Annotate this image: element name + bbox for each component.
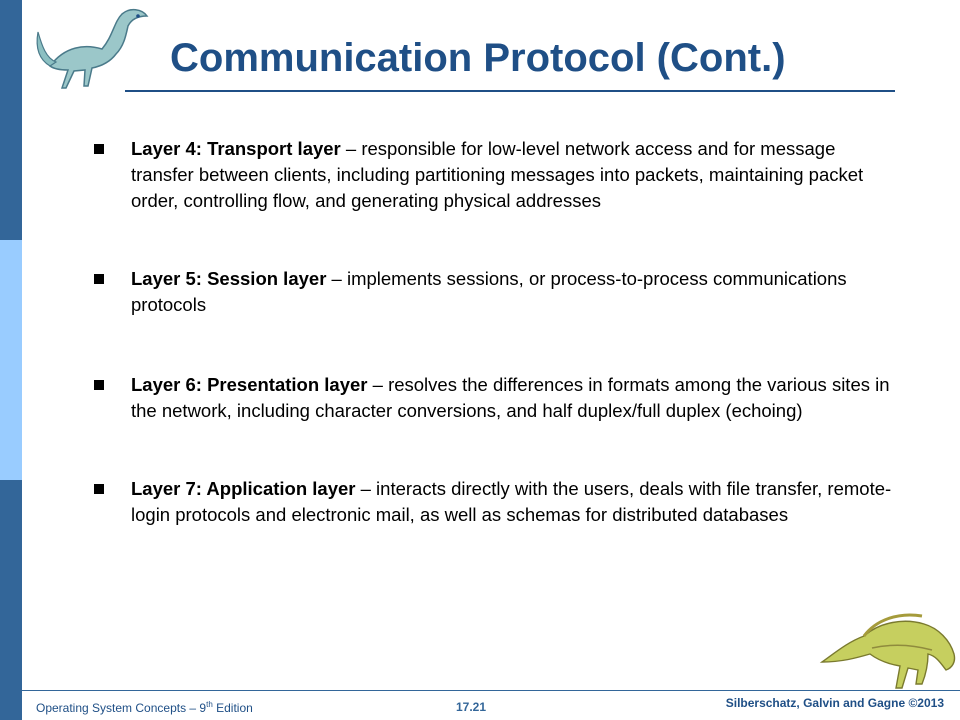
copyright: Silberschatz, Galvin and Gagne ©2013 — [725, 696, 944, 710]
bullet-marker — [94, 274, 104, 284]
sidebar-stripe-bottom — [0, 480, 22, 720]
bullet-marker — [94, 484, 104, 494]
bullet-term: Layer 7: Application layer — [131, 478, 356, 499]
bullet-term: Layer 6: Presentation layer — [131, 374, 368, 395]
sidebar-stripe-middle — [0, 240, 22, 480]
bullet-term: Layer 4: Transport layer — [131, 138, 341, 159]
bullet-text: – responsible for low-level network access and for message transfer between clients, including partitioning messages into packets, maintaining packet order, controlling flow, and generating physical addresses — [131, 138, 864, 211]
bullet-text: – resolves the differences in formats among the various sites in the network, including character conversions, and half duplex/full duplex (echoing) — [131, 374, 890, 421]
dinosaur-icon — [812, 604, 960, 692]
bullet-marker — [94, 380, 104, 390]
bullet-term: Layer 5: Session layer — [131, 268, 327, 289]
bullet-item-layer-7 — [94, 476, 894, 528]
dinosaur-icon — [30, 4, 155, 99]
bullet-item-layer-4 — [94, 136, 894, 214]
page-number: 17.21 — [456, 700, 487, 714]
footer-edition-superscript: th — [206, 700, 213, 709]
footer-edition-suffix: Edition — [212, 701, 253, 715]
footer-edition-prefix: Operating System Concepts – 9 — [36, 701, 207, 715]
footer-divider — [22, 690, 960, 691]
title-divider — [125, 90, 895, 92]
page-title: Communication Protocol (Cont.) — [170, 36, 786, 80]
bullet-item-layer-5 — [94, 266, 894, 318]
bullet-text: – interacts directly with the users, deals with file transfer, remote-login protocols and electronic mail, as well as schemas for distributed databases — [131, 478, 892, 525]
bullet-marker — [94, 144, 104, 154]
sidebar-stripe-top — [0, 0, 22, 240]
bullet-text: – implements sessions, or process-to-process communications protocols — [131, 268, 847, 315]
footer-edition — [36, 700, 253, 715]
bullet-item-layer-6 — [94, 372, 894, 424]
bullet-list — [94, 136, 894, 580]
